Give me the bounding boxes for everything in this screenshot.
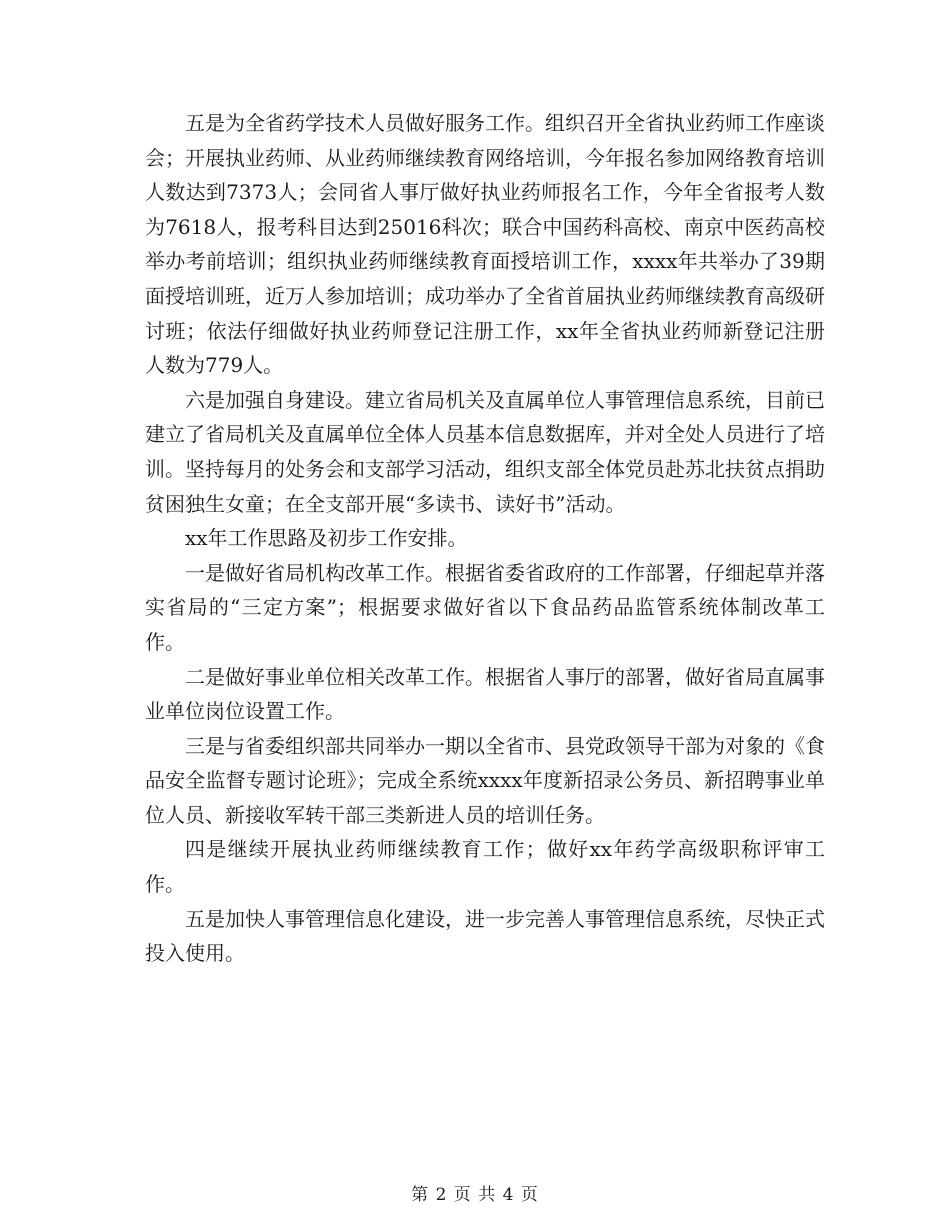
paragraph-self-building: 六是加强自身建设。建立省局机关及直属单位人事管理信息系统，目前已建立了省局机关及直属单位全体人员基本信息数据库，并对全处人员进行了培训。坚持每月的处务会和支部学习活动，组织支部全体党员赴苏北扶贫点捐助贫困独生女童；在全支部开展“多读书、读好书”活动。 <box>145 387 825 516</box>
page-number-footer: 第 2 页 共 4 页 <box>411 1185 539 1205</box>
paragraph-plan-2: 二是做好事业单位相关改革工作。根据省人事厅的部署，做好省局直属事业单位岗位设置工作。 <box>145 664 825 724</box>
paragraph-plan-4: 四是继续开展执业药师继续教育工作；做好xx年药学高级职称评审工作。 <box>145 837 825 897</box>
document-body <box>145 106 825 971</box>
paragraph-plan-5: 五是加快人事管理信息化建设，进一步完善人事管理信息系统，尽快正式投入使用。 <box>145 906 825 966</box>
paragraph-plan-1: 一是做好省局机构改革工作。根据省委省政府的工作部署，仔细起草并落实省局的“三定方案”；根据要求做好省以下食品药品监管系统体制改革工作。 <box>145 560 825 654</box>
paragraph-plan-3: 三是与省委组织部共同举办一期以全省市、县党政领导干部为对象的《食品安全监督专题讨论班》；完成全系统xxxx年度新招录公务员、新招聘事业单位人员、新接收军转干部三类新进人员的培训任务。 <box>145 733 825 827</box>
paragraph-service-work: 五是为全省药学技术人员做好服务工作。组织召开全省执业药师工作座谈会；开展执业药师、从业药师继续教育网络培训，今年报名参加网络教育培训人数达到7373人；会同省人事厅做好执业药师报名工作，今年全省报考人数为7618人，报考科目达到25016科次；联合中国药科高校、南京中医药高校举办考前培训；组织执业药师继续教育面授培训工作，xxxx年共举办了39期面授培训班，近万人参加培训；成功举办了全省首届执业药师继续教育高级研讨班；依法仔细做好执业药师登记注册工作，xx年全省执业药师新登记注册人数为779人。 <box>145 111 825 378</box>
paragraph-next-year-heading: xx年工作思路及初步工作安排。 <box>185 526 468 551</box>
